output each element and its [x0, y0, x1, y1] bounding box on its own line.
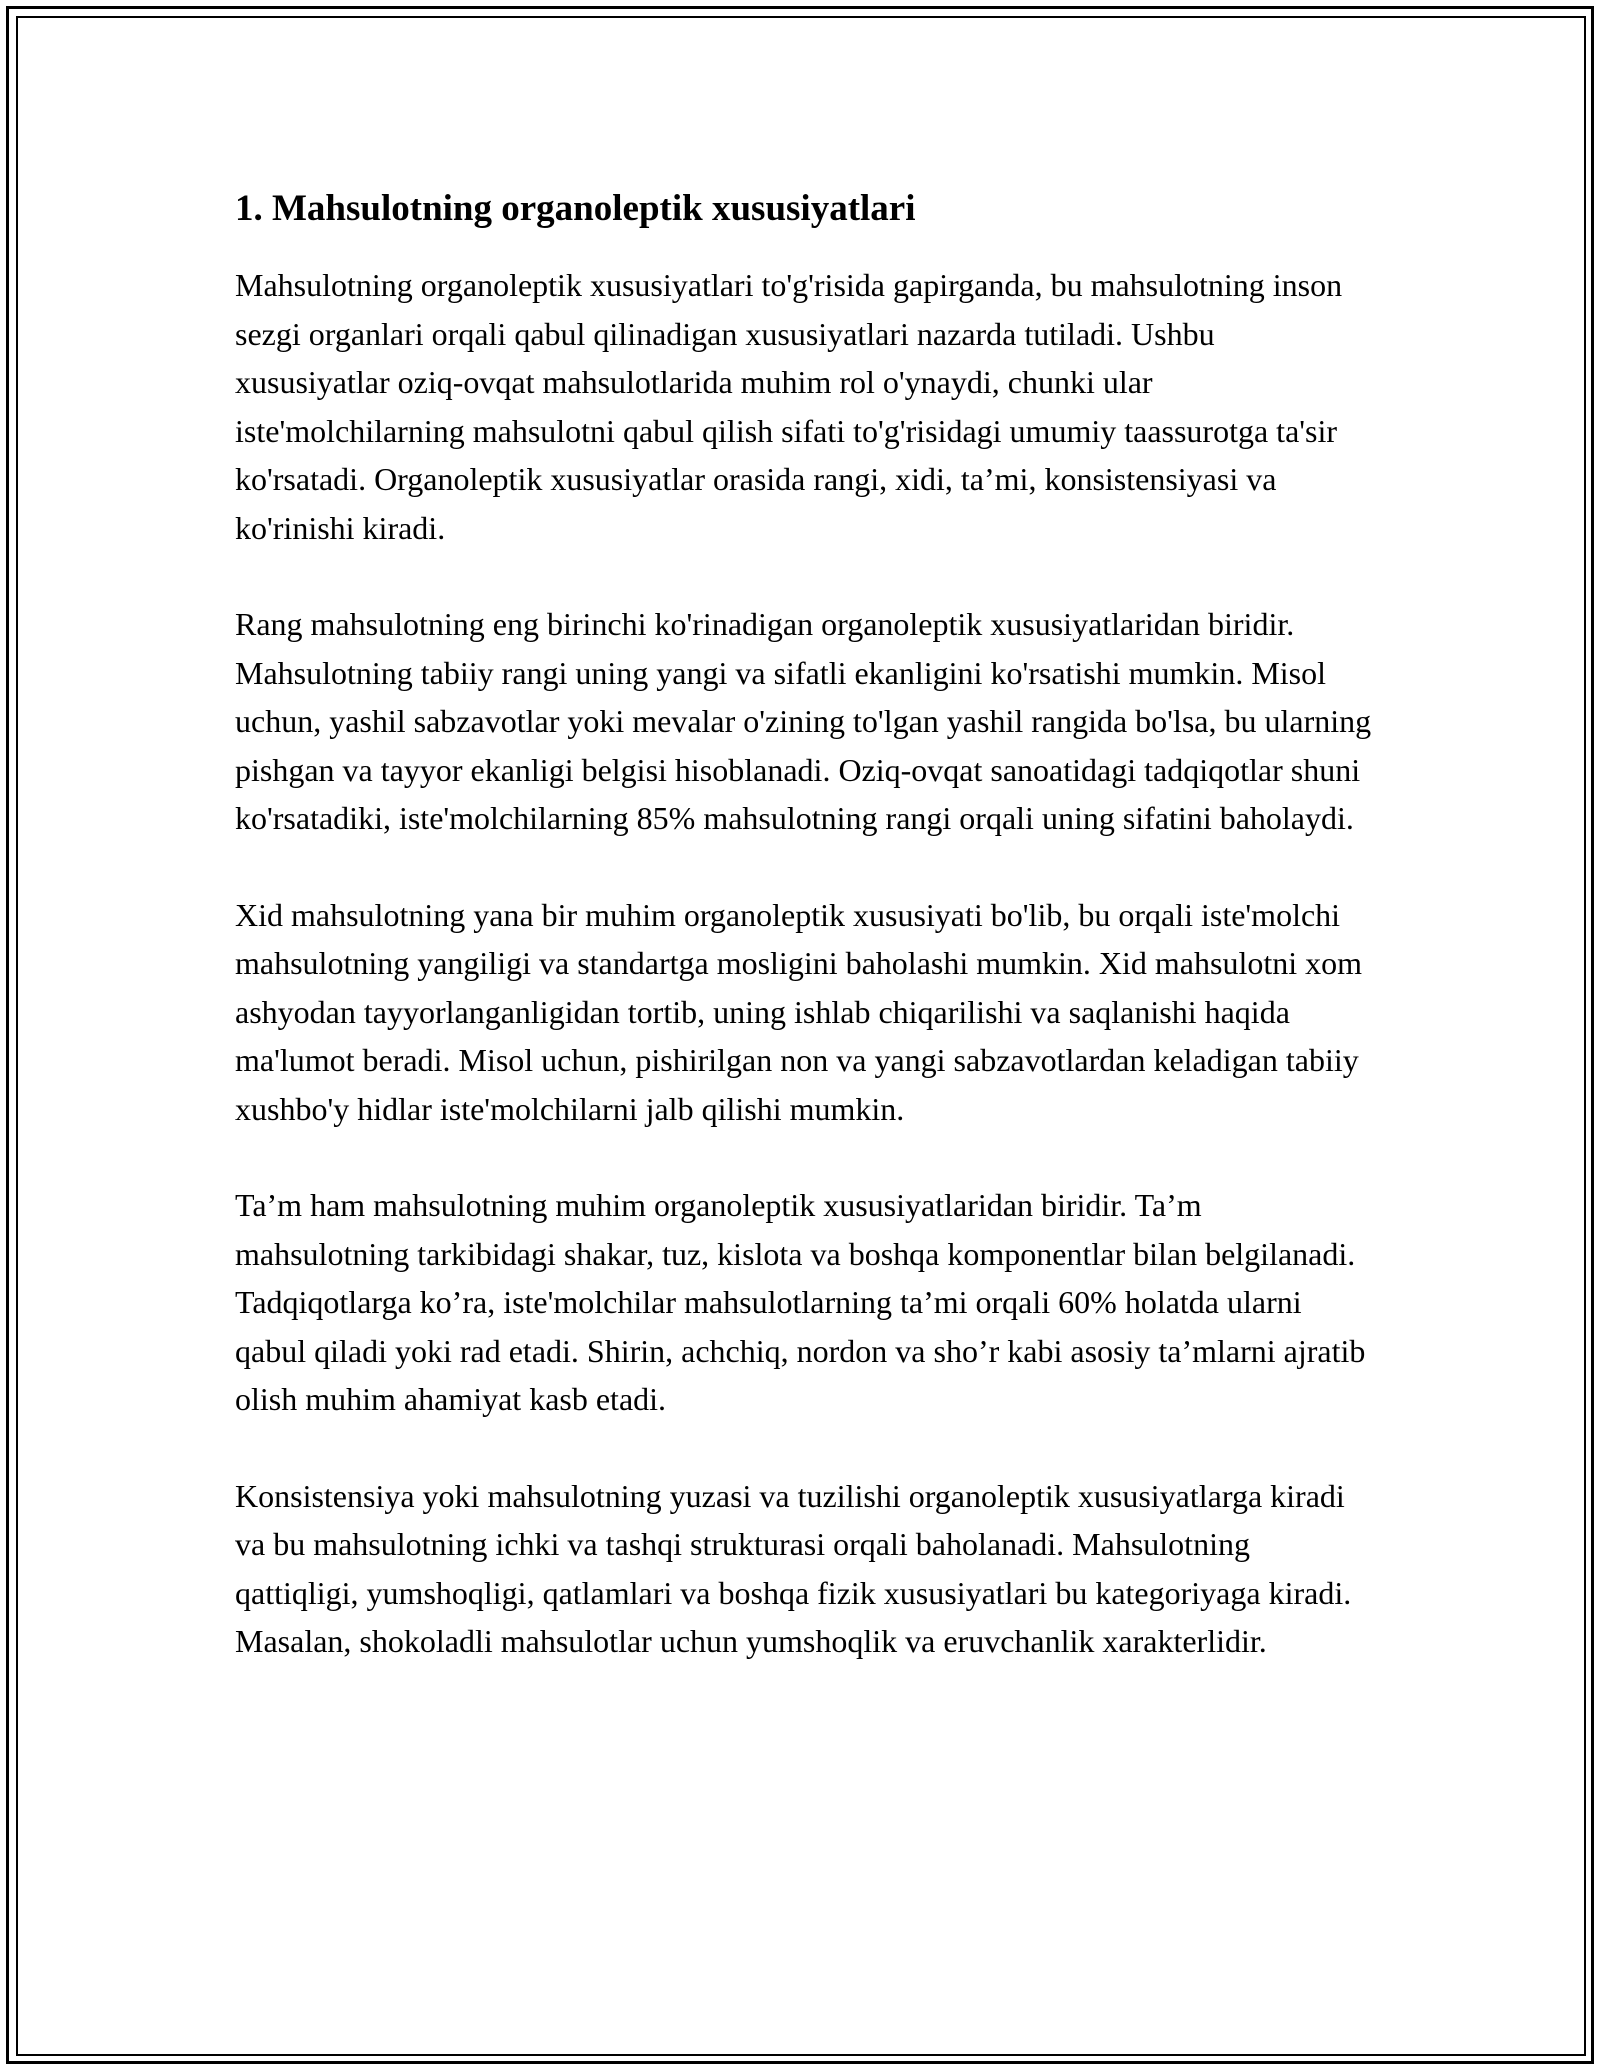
document-body: [235, 185, 1375, 1714]
paragraph-taste: Ta’m ham mahsulotning muhim organoleptik xususiyatlaridan biridir. Ta’m mahsulotning tarkibidagi shakar, tuz, kislota va boshqa komponentlar bilan belgilanadi. Tadqiqotlarga ko’ra, iste'molchilar mahsulotlarning ta’mi orqali 60% holatda ularni qabul qiladi yoki rad etadi. Shirin, achchiq, nordon va sho’r kabi asosiy ta’mlarni ajratib olish muhim ahamiyat kasb etadi.: [235, 1187, 1366, 1418]
paragraph-consistency: Konsistensiya yoki mahsulotning yuzasi va tuzilishi organoleptik xususiyatlarga kiradi va bu mahsulotning ichki va tashqi strukturasi orqali baholanadi. Mahsulotning qattiqligi, yumshoqligi, qatlamlari va boshqa fizik xususiyatlari bu kategoriyaga kiradi. Masalan, shokoladli mahsulotlar uchun yumshoqlik va eruvchanlik xarakterlidir.: [235, 1477, 1352, 1660]
section-heading: 1. Mahsulotning organoleptik xususiyatlari: [235, 188, 916, 229]
paragraph-intro: Mahsulotning organoleptik xususiyatlari to'g'risida gapirganda, bu mahsulotning inson sezgi organlari orqali qabul qilinadigan xususiyatlari nazarda tutiladi. Ushbu xususiyatlar oziq-ovqat mahsulotlarida muhim rol o'ynaydi, chunki ular iste'molchilarning mahsulotni qabul qilish sifati to'g'risidagi umumiy taassurotga ta'sir ko'rsatadi. Organoleptik xususiyatlar orasida rangi, xidi, ta’mi, konsistensiyasi va ko'rinishi kiradi.: [235, 267, 1343, 546]
paragraph-color: Rang mahsulotning eng birinchi ko'rinadigan organoleptik xususiyatlaridan biridir. Mahsulotning tabiiy rangi uning yangi va sifatli ekanligini ko'rsatishi mumkin. Misol uchun, yashil sabzavotlar yoki mevalar o'zining to'lgan yashil rangida bo'lsa, bu ularning pishgan va tayyor ekanligi belgisi hisoblanadi. Oziq-ovqat sanoatidagi tadqiqotlar shuni ko'rsatadiki, iste'molchilarning 85% mahsulotning rangi orqali uning sifatini baholaydi.: [235, 606, 1372, 837]
paragraph-smell: Xid mahsulotning yana bir muhim organoleptik xususiyati bo'lib, bu orqali iste'molchi mahsulotning yangiligi va standartga mosligini baholashi mumkin. Xid mahsulotni xom ashyodan tayyorlanganligidan tortib, uning ishlab chiqarilishi va saqlanishi haqida ma'lumot beradi. Misol uchun, pishirilgan non va yangi sabzavotlardan keladigan tabiiy xushbo'y hidlar iste'molchilarni jalb qilishi mumkin.: [235, 896, 1363, 1127]
